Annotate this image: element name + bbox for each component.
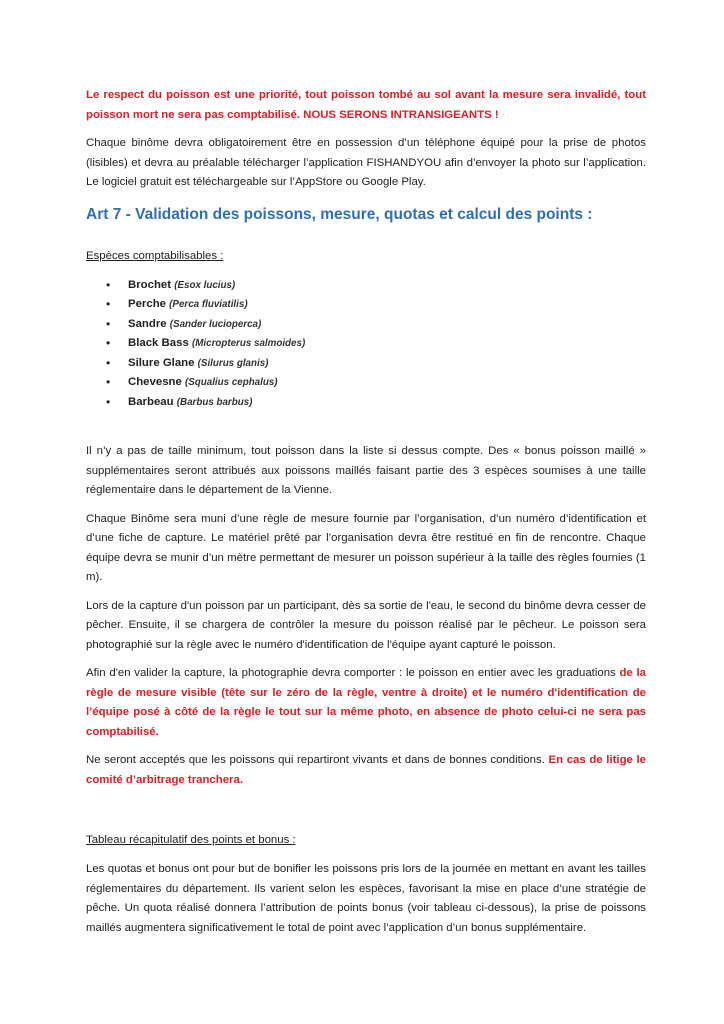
accept-paragraph <box>86 751 646 790</box>
warning-paragraph: Le respect du poisson est une priorité, tout poisson tombé au sol avant la mesure sera invalidé, tout poisson mort ne sera pas comptabilisé. NOUS SERONS INTRANSIGEANTS ! <box>86 89 646 121</box>
species-subtitle: Espèces comptabilisables : <box>86 249 224 262</box>
species-name: Sandre <box>128 317 167 330</box>
phone-paragraph: Chaque binôme devra obligatoirement être en possession d’un téléphone équipé pour la prise de photos (lisibles) et devra au préalable télécharger l’application FISHANDYOU afin d’envoyer la photo sur l’application. Le logiciel gratuit est téléchargeable sur l’AppStore ou Google Play. <box>86 137 646 188</box>
page-content <box>86 86 646 947</box>
capture-paragraph: Lors de la capture d'un poisson par un participant, dès sa sortie de l'eau, le second du binôme devra cesser de pêcher. Ensuite, il se chargera de contrôler la mesure du poisson réalisé par le pêcheur. Le poisson sera photographié sur la règle avec le numéro d'identification de l'équipe ayant capturé le poisson. <box>86 599 646 651</box>
table-subtitle: Tableau récapitulatif des points et bonus : <box>86 834 296 846</box>
species-latin: (Esox lucius) <box>174 279 236 291</box>
list-item <box>128 315 646 335</box>
species-name: Black Bass <box>128 337 189 349</box>
list-item <box>128 393 646 413</box>
species-name: Barbeau <box>128 395 174 408</box>
species-name: Silure Glane <box>128 356 195 369</box>
species-name: Perche <box>128 298 166 310</box>
list-item <box>128 295 646 315</box>
article-title: Art 7 - Validation des poissons, mesure, quotas et calcul des points : <box>86 205 593 223</box>
species-latin: (Barbus barbus) <box>176 396 253 408</box>
species-latin: (Squalius cephalus) <box>185 377 278 388</box>
species-list <box>86 276 646 413</box>
list-item <box>128 334 646 354</box>
species-latin: (Micropterus salmoides) <box>191 338 306 349</box>
list-item <box>128 354 646 374</box>
species-latin: (Silurus glanis) <box>197 357 269 369</box>
accept-text: Ne seront acceptés que les poissons qui repartiront vivants et dans de bonnes conditions. <box>86 754 549 766</box>
size-paragraph: Il n’y a pas de taille minimum, tout poisson dans la liste si dessus compte. Des « bonus poisson maillé » supplémentaires seront attribués aux poissons maillés faisant partie des 3 espèces soumises à une taille réglementaire dans le département de la Vienne. <box>86 445 646 496</box>
list-item <box>128 276 646 296</box>
species-name: Brochet <box>128 278 172 291</box>
photo-text-red: de la règle de mesure visible (tête sur le zéro de la règle, ventre à droite) et le numéro d'identification de l’équipe posé à côté de la règle le tout sur la même photo, en absence de photo celui-ci ne sera pas comptabilisé. <box>86 667 646 738</box>
accept-text-red: En cas de litige le comité d’arbitrage tranchera. <box>86 754 646 786</box>
list-item <box>128 373 646 393</box>
species-latin: (Sander lucioperca) <box>169 318 262 330</box>
species-name: Chevesne <box>128 376 182 388</box>
photo-text: Afin d'en valider la capture, la photographie devra comporter : le poisson en entier avec les graduations <box>86 667 620 679</box>
ruler-paragraph: Chaque Binôme sera muni d’une règle de mesure fournie par l’organisation, d’un numéro d’identification et d’une fiche de capture. Le matériel prêté par l’organisation devra être restitué en fin de rencontre. Chaque équipe devra se munir d’un mètre permettant de mesurer un poisson supérieur à la taille des règles fournies (1 m). <box>86 512 646 583</box>
photo-paragraph <box>86 664 646 742</box>
quota-paragraph: Les quotas et bonus ont pour but de bonifier les poissons pris lors de la journée en mettant en avant les tailles réglementaires du département. Ils varient selon les espèces, favorisant la mise en place d’une stratégie de pêche. Un quota réalisé donnera l’attribution de points bonus (voir tableau ci-dessous), la prise de poissons maillés augmentera significativement le total de point avec l’application d’un bonus supplémentaire. <box>86 863 646 934</box>
spacer <box>86 799 646 831</box>
species-latin: (Perca fluviatilis) <box>169 299 248 310</box>
